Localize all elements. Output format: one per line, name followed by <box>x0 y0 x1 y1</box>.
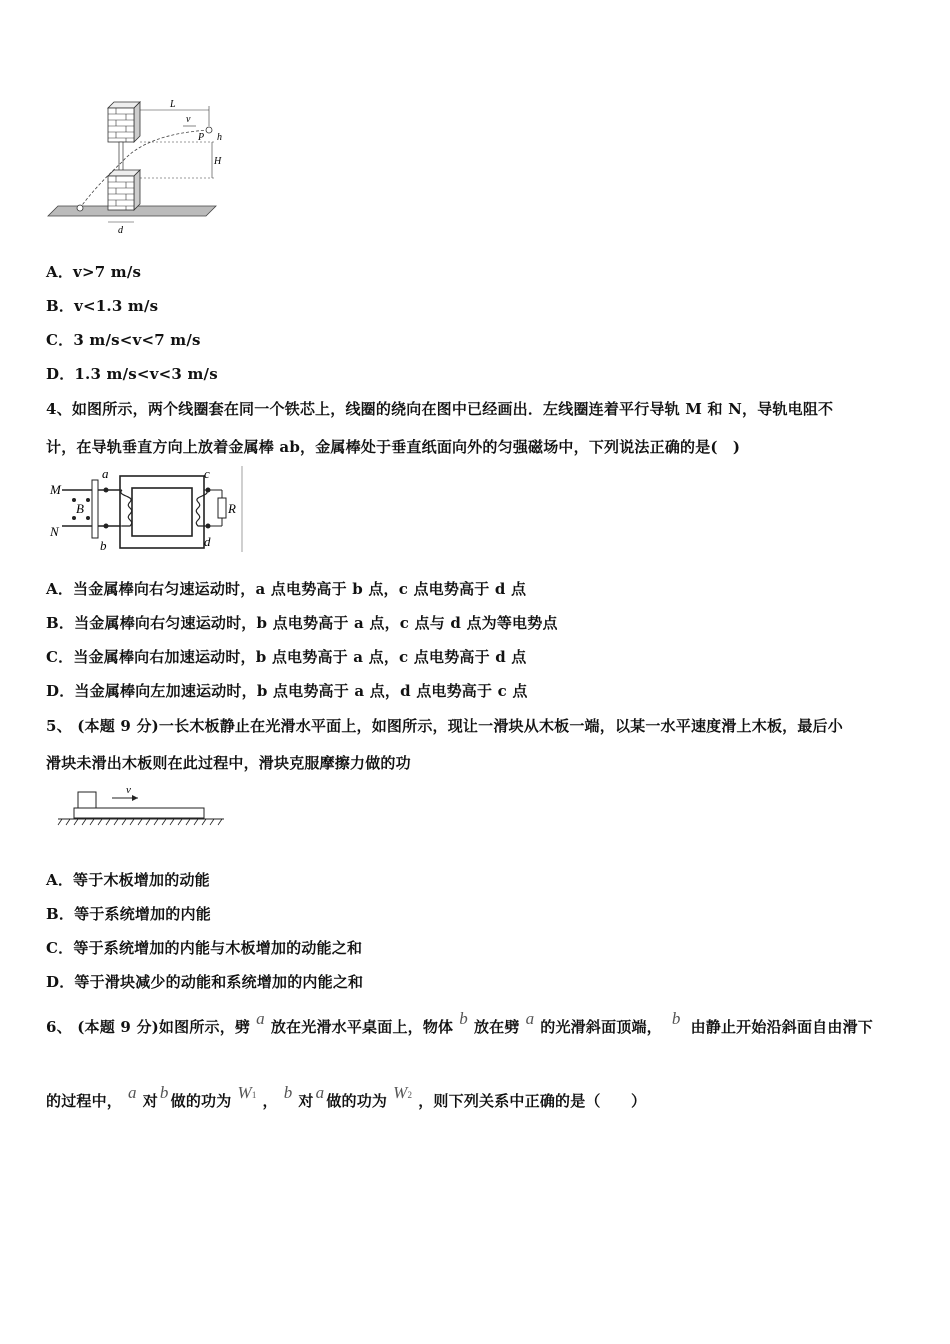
long-board <box>74 808 204 818</box>
q6-stem-line1: 6、 (本题 9 分)如图所示，劈 a 放在光滑水平桌面上，物体 b 放在劈 a 的光滑斜面顶端， b 由静止开始沿斜面自由滑下 <box>46 1009 873 1036</box>
resistor-R <box>218 498 226 518</box>
q5-stem-line1: 5、 (本题 9 分)一长木板静止在光滑水平面上，如图所示，现让一滑块从木板一端，以某一水平速度滑上木板，最后小 <box>46 717 843 735</box>
label-B: B <box>76 501 84 516</box>
q3-option-b[interactable]: B．v<1.3 m/s <box>46 297 159 315</box>
q3-option-d[interactable]: D．1.3 m/s<v<3 m/s <box>46 365 218 383</box>
metal-bar-ab <box>92 480 98 538</box>
projectile-figure <box>46 96 224 236</box>
left-coil <box>121 490 132 526</box>
q5-option-d[interactable]: D．等于滑块减少的动能和系统增加的内能之和 <box>46 973 364 991</box>
label-d4: d <box>204 534 211 549</box>
ball-start <box>206 127 212 133</box>
board-slider-figure <box>56 784 228 832</box>
label-a: a <box>102 466 109 481</box>
label-P: P <box>198 132 205 143</box>
q5-stem-line2: 滑块未滑出木板则在此过程中，滑块克服摩擦力做的功 <box>46 754 411 772</box>
lower-brick-block <box>108 170 140 210</box>
transformer-figure <box>46 466 246 552</box>
label-c: c <box>204 466 210 481</box>
label-M: M <box>50 482 61 497</box>
q4-option-b[interactable]: B．当金属棒向右匀速运动时，b 点电势高于 a 点，c 点与 d 点为等电势点 <box>46 614 558 632</box>
right-coil <box>196 490 207 526</box>
label-N: N <box>50 524 59 539</box>
q4-stem-line1: 4、如图所示，两个线圈套在同一个铁芯上，线圈的绕向在图中已经画出．左线圈连着平行导轨 M 和 N，导轨电阻不 <box>46 400 834 418</box>
q3-option-a[interactable]: A．v>7 m/s <box>46 263 142 281</box>
q4-stem-line2: 计，在导轨垂直方向上放着金属棒 ab，金属棒处于垂直纸面向外的匀强磁场中，下列说法正确的是( ) <box>46 438 741 456</box>
label-b: b <box>100 538 107 552</box>
q3-option-c[interactable]: C．3 m/s<v<7 m/s <box>46 331 201 349</box>
label-v5: v <box>126 784 131 796</box>
q6-stem-line2: 的过程中， a 对 b 做的功为 W1 ， b 对 a 做的功为 W2 ，则下列关系中正确的是（ ） <box>46 1083 647 1110</box>
label-d: d <box>118 225 123 236</box>
ball-land <box>77 205 83 211</box>
trajectory-curve <box>80 130 209 208</box>
label-R: R <box>228 501 236 516</box>
q4-option-c[interactable]: C．当金属棒向右加速运动时，b 点电势高于 a 点，c 点电势高于 d 点 <box>46 648 527 666</box>
ground-hatch <box>58 819 222 825</box>
label-v: v <box>186 114 191 125</box>
q5-option-c[interactable]: C．等于系统增加的内能与木板增加的动能之和 <box>46 939 363 957</box>
q5-option-b[interactable]: B．等于系统增加的内能 <box>46 905 211 923</box>
label-h: h <box>217 132 222 143</box>
slider-block <box>78 792 96 808</box>
label-H: H <box>214 156 222 167</box>
label-L: L <box>170 99 176 110</box>
q5-option-a[interactable]: A．等于木板增加的动能 <box>46 871 210 889</box>
q4-option-a[interactable]: A．当金属棒向右匀速运动时，a 点电势高于 b 点，c 点电势高于 d 点 <box>46 580 527 598</box>
q4-option-d[interactable]: D．当金属棒向左加速运动时，b 点电势高于 a 点，d 点电势高于 c 点 <box>46 682 528 700</box>
upper-brick-block <box>108 102 140 142</box>
